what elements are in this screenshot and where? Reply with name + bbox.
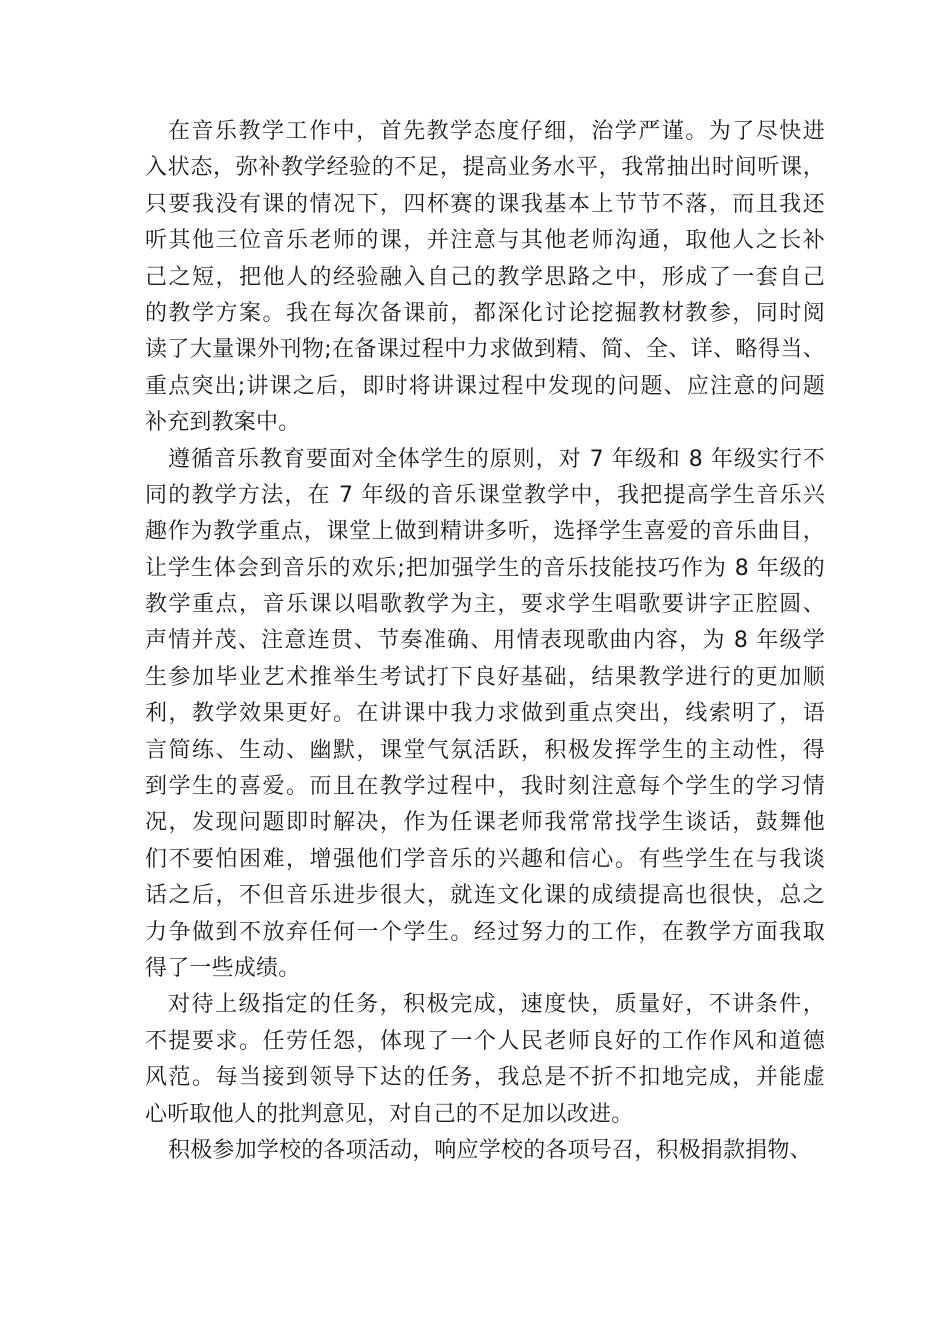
paragraph-line: 教学重点，音乐课以唱歌教学为主，要求学生唱歌要讲字正腔圆、 <box>145 592 825 618</box>
paragraph-line: 们不要怕困难，增强他们学音乐的兴趣和信心。有些学生在与我谈 <box>145 846 825 872</box>
paragraph-line: 言简练、生动、幽默，课堂气氛活跃，积极发挥学生的主动性，得 <box>145 737 825 763</box>
paragraph-line: 得了一些成绩。 <box>145 955 301 981</box>
paragraph-line: 补充到教案中。 <box>145 410 301 436</box>
paragraph-line: 同的教学方法，在 7 年级的音乐课堂教学中，我把提高学生音乐兴 <box>145 482 825 508</box>
paragraph <box>145 442 825 988</box>
paragraph-line: 入状态，弥补教学经验的不足，提高业务水平，我常抽出时间听课， <box>145 155 825 181</box>
paragraph <box>145 1133 825 1169</box>
paragraph-line: 生参加毕业艺术推举生考试打下良好基础，结果教学进行的更加顺 <box>145 664 825 690</box>
paragraph-line: 己之短，把他人的经验融入自己的教学思路之中，形成了一套自己 <box>145 264 825 290</box>
paragraph-line: 到学生的喜爱。而且在教学过程中，我时刻注意每个学生的学习情 <box>145 774 825 800</box>
paragraph-line: 况，发现问题即时解决，作为任课老师我常常找学生谈话，鼓舞他 <box>145 810 825 836</box>
paragraph-line: 风范。每当接到领导下达的任务，我总是不折不扣地完成，并能虚 <box>145 1065 825 1091</box>
paragraph-line: 重点突出;讲课之后，即时将讲课过程中发现的问题、应注意的问题 <box>145 373 825 399</box>
paragraph-line: 趣作为教学重点，课堂上做到精讲多听，选择学生喜爱的音乐曲目， <box>145 519 825 545</box>
paragraph-line: 的教学方案。我在每次备课前，都深化讨论挖掘教材教参，同时阅 <box>145 300 825 326</box>
paragraph-line: 只要我没有课的情况下，四杯赛的课我基本上节节不落，而且我还 <box>145 191 825 217</box>
paragraph <box>145 987 825 1133</box>
paragraph-line: 声情并茂、注意连贯、节奏准确、用情表现歌曲内容，为 8 年级学 <box>145 628 825 654</box>
paragraph <box>145 114 825 442</box>
paragraph-line: 遵循音乐教育要面对全体学生的原则，对 7 年级和 8 年级实行不 <box>168 446 825 472</box>
paragraph-line: 不提要求。任劳任怨，体现了一个人民老师良好的工作作风和道德 <box>145 1028 825 1054</box>
paragraph-line: 在音乐教学工作中，首先教学态度仔细，治学严谨。为了尽快进 <box>168 119 825 144</box>
paragraph-line: 积极参加学校的各项活动，响应学校的各项号召，积极捐款捐物、 <box>168 1137 812 1163</box>
paragraph-line: 让学生体会到音乐的欢乐;把加强学生的音乐技能技巧作为 8 年级的 <box>145 555 825 581</box>
document-body <box>145 114 825 1169</box>
paragraph-line: 利，教学效果更好。在讲课中我力求做到重点突出，线索明了，语 <box>145 701 825 727</box>
paragraph-line: 心听取他人的批判意见，对自己的不足加以改进。 <box>145 1101 634 1127</box>
paragraph-line: 对待上级指定的任务，积极完成，速度快，质量好，不讲条件， <box>168 992 825 1018</box>
paragraph-line: 读了大量课外刊物;在备课过程中力求做到精、简、全、详、略得当、 <box>145 337 825 363</box>
paragraph-line: 话之后，不但音乐进步很大，就连文化课的成绩提高也很快，总之 <box>145 883 825 909</box>
paragraph-line: 听其他三位音乐老师的课，并注意与其他老师沟通，取他人之长补 <box>145 228 825 254</box>
paragraph-line: 力争做到不放弃任何一个学生。经过努力的工作，在教学方面我取 <box>145 919 825 945</box>
